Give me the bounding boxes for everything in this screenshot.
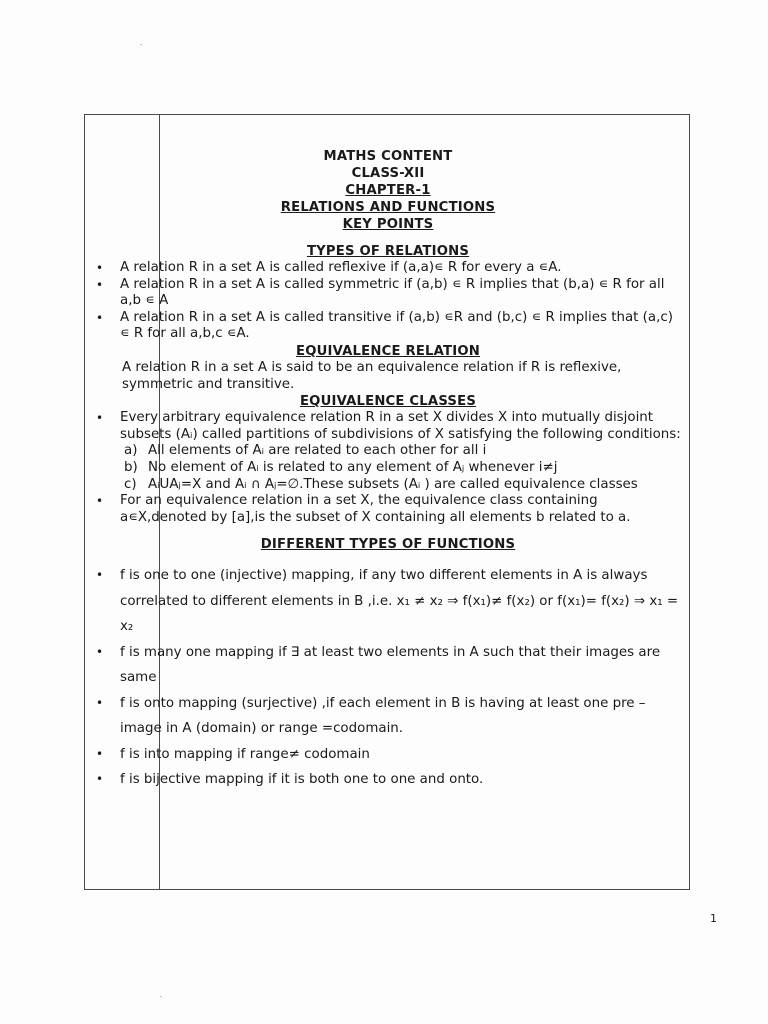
types-of-relations-heading: TYPES OF RELATIONS bbox=[306, 244, 470, 259]
subject-title: MATHS CONTENT bbox=[323, 149, 453, 164]
condition-item bbox=[90, 477, 686, 494]
functions-heading: DIFFERENT TYPES OF FUNCTIONS bbox=[260, 537, 516, 553]
equivalence-relation-text: A relation R in a set A is said to be an equivalence relation if R is reflexive, symmetric and transitive. bbox=[122, 359, 622, 392]
condition-text: All elements of Aᵢ are related to each other for all i bbox=[148, 443, 487, 459]
list-item: • A relation R in a set A is called transitive if (a,b) ∊R and (b,c) ∊ R implies that (a,c) ∊ R for all a,b,c ∊A. bbox=[90, 310, 686, 343]
equivalence-classes-heading: EQUIVALENCE CLASSES bbox=[299, 394, 477, 410]
list-item: • f is many one mapping if ∃ at least two elements in A such that their images are same bbox=[90, 640, 686, 691]
chapter-title: CHAPTER-1 bbox=[345, 183, 431, 198]
key-points-heading: KEY POINTS bbox=[342, 217, 434, 232]
condition-item bbox=[90, 443, 686, 460]
scan-speck bbox=[160, 996, 162, 997]
scan-speck bbox=[140, 44, 142, 45]
list-item-text: Every arbitrary equivalence relation R in a set X divides X into mutually disjoint subsets (Aᵢ) called partitions of subdivisions of X satisfying the following conditions: bbox=[120, 410, 681, 442]
list-item: • A relation R in a set A is called reflexive if (a,a)∊ R for every a ∊A. bbox=[90, 260, 686, 277]
page-number: 1 bbox=[710, 912, 717, 925]
class-title: CLASS-XII bbox=[351, 166, 425, 181]
condition-label: a) bbox=[124, 443, 138, 459]
functions-list bbox=[90, 563, 686, 793]
equivalence-classes-list bbox=[90, 410, 686, 526]
condition-item bbox=[90, 460, 686, 477]
content-area bbox=[90, 148, 686, 888]
list-item: • f is one to one (injective) mapping, if any two different elements in A is always correlated to different elements in B ,i.e. x₁ ≠ x₂ ⇒ f(x₁)≠ f(x₂) or f(x₁)= f(x₂) ⇒ x₁ = x₂ bbox=[90, 563, 686, 640]
condition-text: No element of Aᵢ is related to any element of Aⱼ whenever i≠j bbox=[148, 459, 558, 475]
list-item: • f is onto mapping (surjective) ,if each element in B is having at least one pre –image in A (domain) or range =codomain. bbox=[90, 691, 686, 742]
conditions-list bbox=[120, 443, 686, 493]
list-item bbox=[90, 410, 686, 493]
list-item: • f is bijective mapping if it is both one to one and onto. bbox=[90, 767, 686, 793]
relations-list bbox=[90, 260, 686, 343]
equivalence-relation-heading: EQUIVALENCE RELATION bbox=[296, 343, 480, 359]
condition-text: AᵢUAⱼ=X and Aᵢ ∩ Aⱼ=∅.These subsets (Aᵢ ) are called equivalence classes bbox=[148, 476, 638, 492]
list-item: • A relation R in a set A is called symmetric if (a,b) ∊ R implies that (b,a) ∊ R for all a,b ∊ A bbox=[90, 277, 686, 310]
condition-label: c) bbox=[124, 476, 137, 492]
condition-label: b) bbox=[124, 459, 138, 475]
list-item: • f is into mapping if range≠ codomain bbox=[90, 742, 686, 768]
chapter-name: RELATIONS AND FUNCTIONS bbox=[280, 200, 496, 215]
list-item: • For an equivalence relation in a set X, the equivalence class containing a∊X,denoted by [a],is the subset of X containing all elements b related to a. bbox=[90, 493, 686, 526]
